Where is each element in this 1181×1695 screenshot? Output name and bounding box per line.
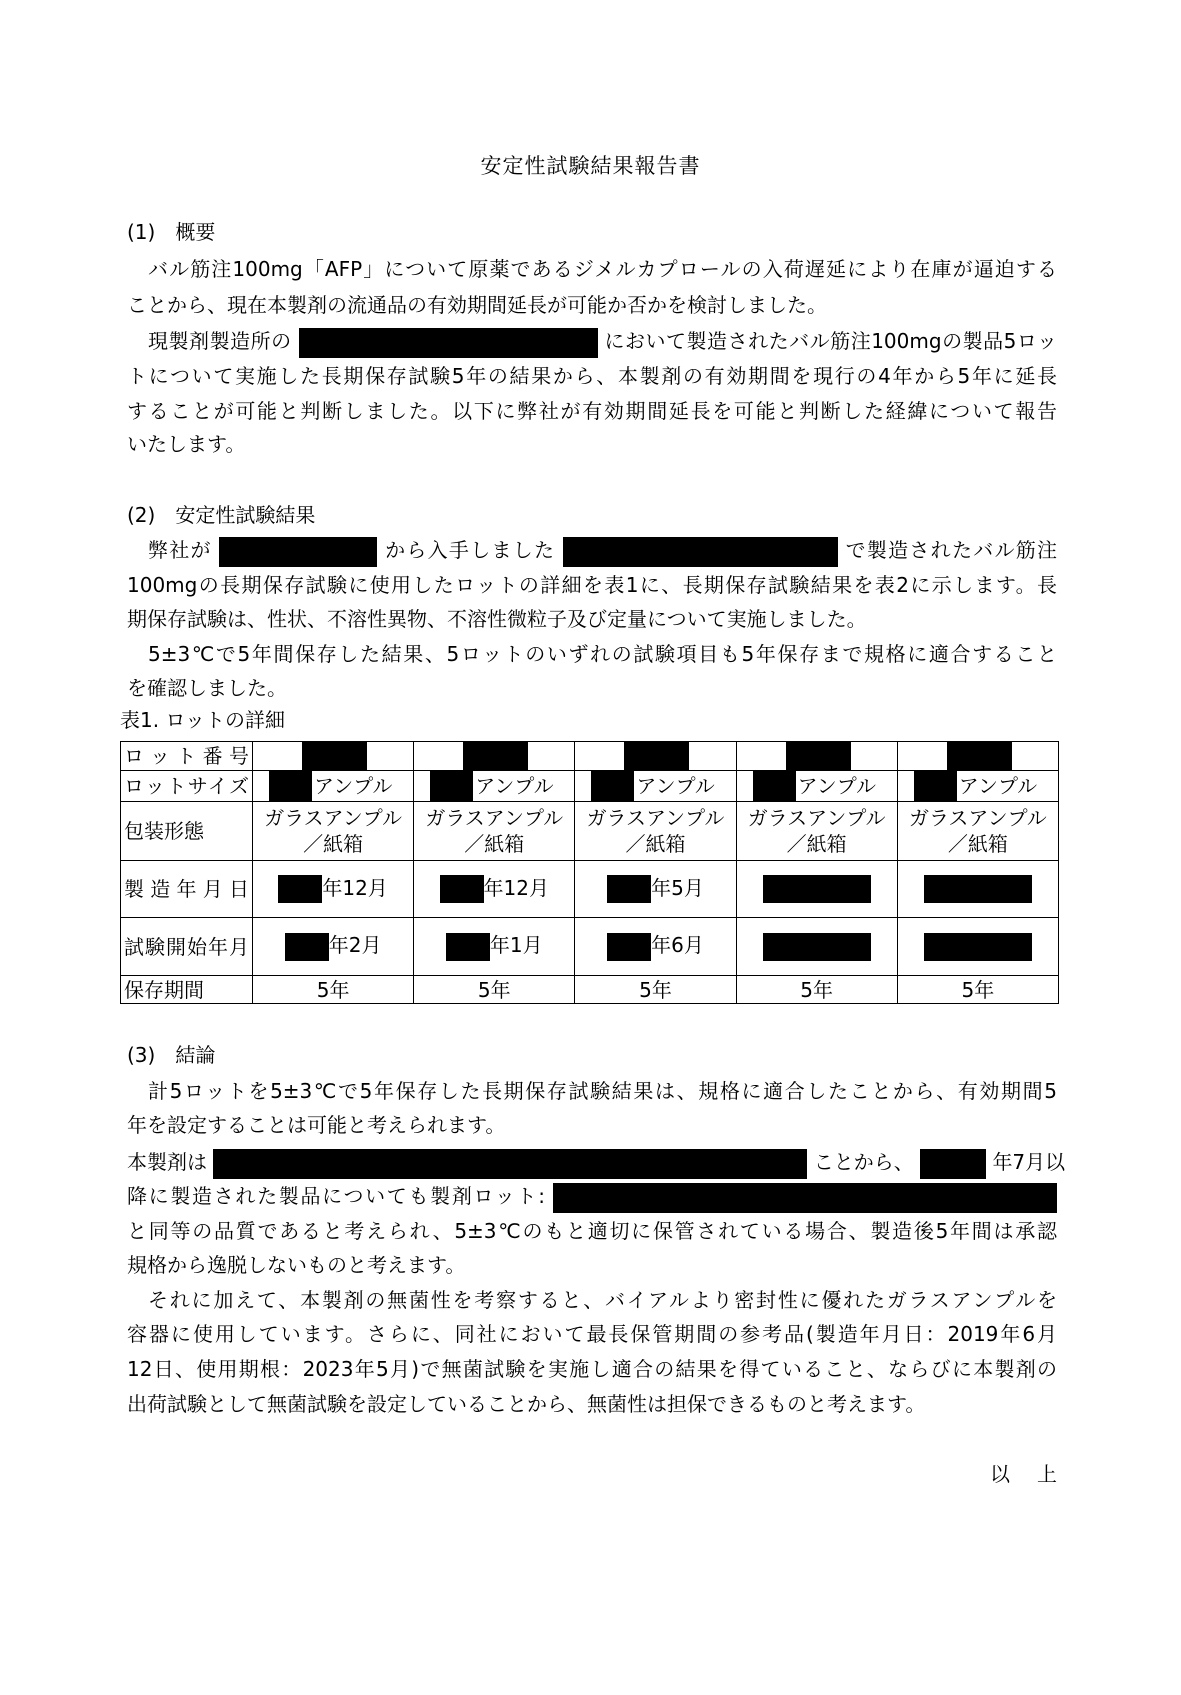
redaction xyxy=(763,933,871,961)
row-label: 保存期間 xyxy=(121,976,253,1004)
redaction xyxy=(763,875,871,903)
redaction xyxy=(440,875,484,903)
redaction xyxy=(753,771,796,801)
storage-cell: 5年 xyxy=(575,976,736,1004)
redaction xyxy=(914,771,957,801)
text: ／紙箱 xyxy=(786,832,847,856)
unit: アンプル xyxy=(958,774,1038,798)
s3-line: 規格から逸脱しないものと考えます。 xyxy=(127,1253,466,1277)
mfg-date-cell xyxy=(897,861,1058,918)
start-date-cell xyxy=(897,918,1058,976)
text: ／紙箱 xyxy=(464,832,525,856)
storage-cell: 5年 xyxy=(897,976,1058,1004)
s3-line xyxy=(127,1179,1057,1213)
text: ガラスアンプル xyxy=(908,806,1047,830)
row-label: ロット番号 xyxy=(121,742,253,771)
redaction xyxy=(219,537,377,567)
start-date-cell xyxy=(575,918,736,976)
table-row xyxy=(121,742,1059,771)
mfg-date-cell xyxy=(253,861,414,918)
start-date-cell xyxy=(253,918,414,976)
packaging-cell xyxy=(253,802,414,861)
row-label: 試験開始年月 xyxy=(121,918,253,976)
mfg-date-cell xyxy=(414,861,575,918)
lot-size-cell xyxy=(575,771,736,802)
lot-number-cell xyxy=(253,742,414,771)
redaction xyxy=(278,875,322,903)
lot-size-cell xyxy=(253,771,414,802)
redaction xyxy=(553,1183,1057,1213)
redaction xyxy=(269,771,312,801)
unit: アンプル xyxy=(314,774,393,798)
s1-line xyxy=(127,324,1057,358)
table-row xyxy=(121,918,1059,976)
redaction xyxy=(463,742,528,770)
text: 年6月 xyxy=(651,933,704,958)
s1-line: トについて実施した長期保存試験5年の結果から、本製剤の有効期間を現行の4年から5年に延長 xyxy=(127,364,1057,388)
text: ／紙箱 xyxy=(947,832,1008,856)
s2-line: 100mgの長期保存試験に使用したロットの詳細を表1に、長期保存試験結果を表2に示します。長 xyxy=(127,573,1057,597)
redaction xyxy=(947,742,1012,770)
s2-line: 期保存試験は、性状、不溶性異物、不溶性微粒子及び定量について実施しました。 xyxy=(127,607,867,631)
row-label: 包装形態 xyxy=(121,802,253,861)
s3-line: 年を設定することは可能と考えられます。 xyxy=(127,1113,506,1137)
unit: アンプル xyxy=(797,774,876,798)
s2-line: を確認しました。 xyxy=(127,676,287,700)
s3-line xyxy=(127,1145,1066,1179)
s2-line xyxy=(127,533,1057,567)
s3-line: と同等の品質であると考えられ、5±3℃のもと適切に保管されている場合、製造後5年間は承認 xyxy=(127,1219,1057,1243)
section-3-heading: (3) 結論 xyxy=(127,1043,216,1067)
text: ことから、 xyxy=(813,1150,914,1174)
text: 年5月 xyxy=(651,875,704,900)
storage-cell: 5年 xyxy=(414,976,575,1004)
s3-line: それに加えて、本製剤の無菌性を考察すると、バイアルより密封性に優れたガラスアンプルを xyxy=(148,1288,1057,1312)
redaction xyxy=(607,875,651,903)
start-date-cell xyxy=(736,918,897,976)
s3-line: 12日、使用期根：2023年5月)で無菌試験を実施し適合の結果を得ていること、ならびに本製剤の xyxy=(127,1357,1057,1381)
lot-size-cell xyxy=(897,771,1058,802)
text: ／紙箱 xyxy=(303,832,364,856)
packaging-cell xyxy=(414,802,575,861)
packaging-cell xyxy=(575,802,736,861)
table-row xyxy=(121,861,1059,918)
text: ／紙箱 xyxy=(625,832,686,856)
document-title: 安定性試験結果報告書 xyxy=(480,154,701,178)
redaction xyxy=(920,1149,986,1179)
text: ガラスアンプル xyxy=(747,806,886,830)
redaction xyxy=(563,537,838,567)
closing-mark: 以上 xyxy=(990,1462,1057,1486)
text: ガラスアンプル xyxy=(264,806,402,830)
text: 降に製造された製品についても製剤ロット: xyxy=(127,1184,545,1208)
text: 本製剤は xyxy=(127,1150,207,1174)
section-2-heading: (2) 安定性試験結果 xyxy=(127,503,316,527)
s1-line: バル筋注100mg「AFP」について原薬であるジメルカプロールの入荷遅延により在庫が逼迫する xyxy=(148,257,1057,281)
s3-line: 計5ロットを5±3℃で5年保存した長期保存試験結果は、規格に適合したことから、有効期間5 xyxy=(148,1079,1057,1103)
text: で製造されたバル筋注 xyxy=(845,538,1058,562)
storage-cell: 5年 xyxy=(253,976,414,1004)
lot-number-cell xyxy=(736,742,897,771)
s2-line: 5±3℃で5年間保存した結果、5ロットのいずれの試験項目も5年保存まで規格に適合すること xyxy=(148,642,1057,666)
redaction xyxy=(446,933,490,961)
lot-details-table xyxy=(120,741,1059,1004)
table-row xyxy=(121,976,1059,1004)
packaging-cell xyxy=(736,802,897,861)
redaction xyxy=(607,933,651,961)
storage-cell: 5年 xyxy=(736,976,897,1004)
text: 年7月以 xyxy=(992,1150,1066,1174)
redaction xyxy=(924,875,1032,903)
lot-number-cell xyxy=(575,742,736,771)
text: ガラスアンプル xyxy=(586,806,725,830)
redaction xyxy=(591,771,634,801)
table-caption: 表1. ロットの詳細 xyxy=(120,708,286,732)
start-date-cell xyxy=(414,918,575,976)
unit: アンプル xyxy=(475,774,554,798)
redaction xyxy=(786,742,851,770)
text: ガラスアンプル xyxy=(425,806,564,830)
text: 年2月 xyxy=(328,933,382,958)
redaction xyxy=(924,933,1032,961)
section-1-heading: (1) 概要 xyxy=(127,220,216,244)
mfg-date-cell xyxy=(575,861,736,918)
mfg-date-cell xyxy=(736,861,897,918)
redaction xyxy=(213,1149,807,1179)
lot-size-cell xyxy=(736,771,897,802)
redaction xyxy=(285,933,329,961)
unit: アンプル xyxy=(636,774,715,798)
row-label: ロットサイズ xyxy=(121,771,253,802)
s1-line: することが可能と判断しました。以下に弊社が有効期間延長を可能と判断した経緯について報告 xyxy=(127,399,1057,423)
text: 年1月 xyxy=(489,933,543,958)
redaction xyxy=(299,328,598,358)
text: から入手しました xyxy=(385,538,556,562)
s3-line: 容器に使用しています。さらに、同社において最長保管期間の参考品(製造年月日：2019年6月 xyxy=(127,1322,1057,1346)
s3-line: 出荷試験として無菌試験を設定していることから、無菌性は担保できるものと考えます。 xyxy=(127,1392,926,1416)
text: 年12月 xyxy=(483,875,549,900)
text: において製造されたバル筋注100mgの製品5ロッ xyxy=(604,329,1058,353)
s1-line: いたします。 xyxy=(127,432,246,456)
packaging-cell xyxy=(897,802,1058,861)
row-label: 製造年月日 xyxy=(121,861,253,918)
lot-number-cell xyxy=(897,742,1058,771)
text: 年12月 xyxy=(322,875,388,900)
redaction xyxy=(430,771,473,801)
text: 弊社が xyxy=(148,538,212,562)
redaction xyxy=(302,742,367,770)
table-row xyxy=(121,771,1059,802)
table-row xyxy=(121,802,1059,861)
redaction xyxy=(624,742,689,770)
s1-line: ことから、現在本製剤の流通品の有効期間延長が可能か否かを検討しました。 xyxy=(127,293,827,317)
lot-number-cell xyxy=(414,742,575,771)
text: 現製剤製造所の xyxy=(148,329,292,353)
lot-size-cell xyxy=(414,771,575,802)
